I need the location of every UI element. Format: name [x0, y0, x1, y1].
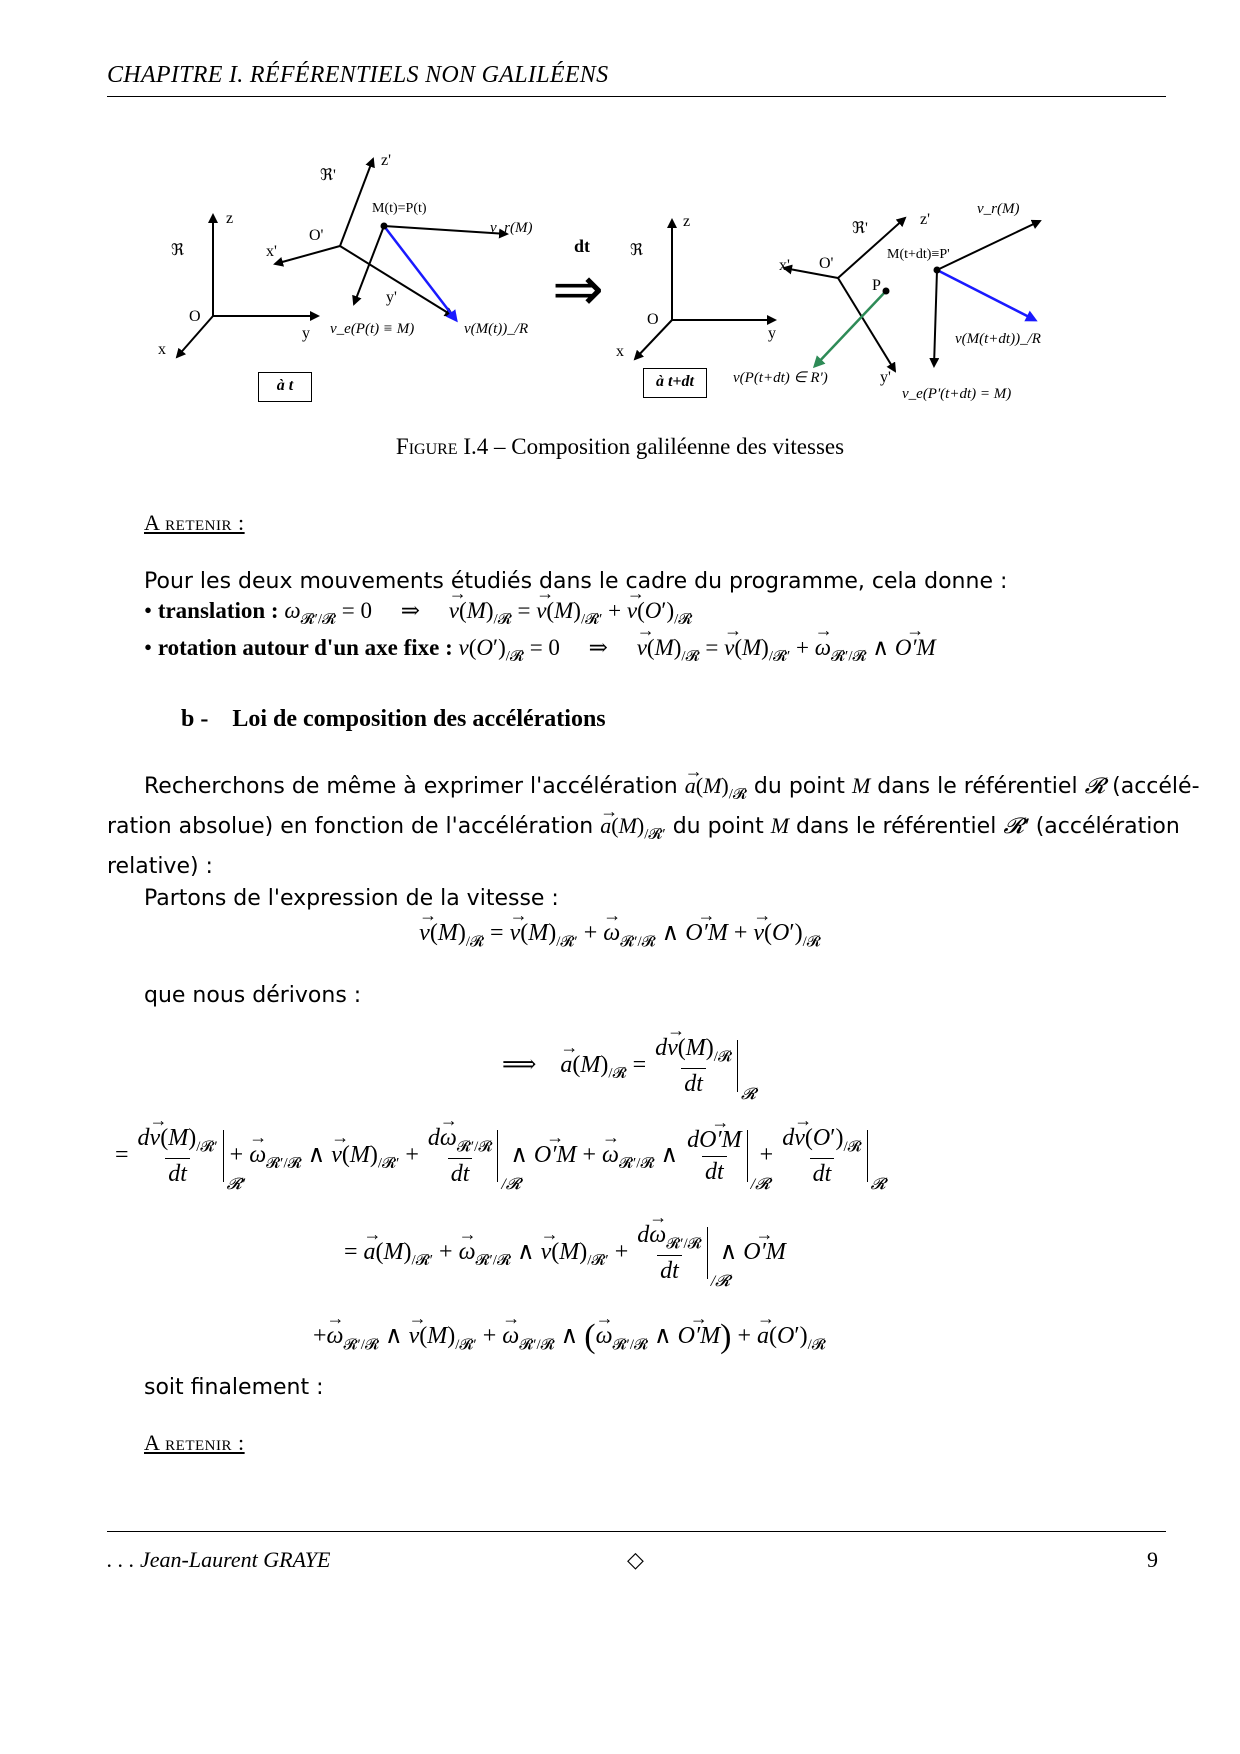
retenir-heading-1: A retenir :: [144, 510, 245, 535]
label-yp-left: y': [386, 289, 397, 306]
label-R-right: ℜ: [630, 242, 644, 259]
double-arrow: ⇒: [552, 252, 604, 325]
label-M-left: M(t)=P(t): [372, 201, 427, 216]
box-time-t: à t: [258, 372, 312, 402]
label-x-right: x: [616, 343, 624, 360]
ve-arrow-left: [354, 226, 384, 304]
page-number: 9: [1147, 1547, 1158, 1572]
label-O-right: O: [647, 311, 659, 328]
bullet-rotation: • rotation autour d'un axe fixe : $v(O')_{/𝓡} = 0$ ⇒ → $v(M)_{/𝓡}$ = → $v(M)_{/𝓡'}$ + → $\omega_{𝓡'/𝓡}$ ∧ → O′M: [144, 635, 936, 666]
section-heading: [181, 706, 606, 733]
label-zp-left: z': [381, 152, 391, 169]
label-x-left: x: [158, 341, 166, 358]
footer-rule: [107, 1531, 1166, 1532]
figure-caption: [0, 434, 1240, 460]
label-O-left: O: [189, 308, 201, 325]
retenir-heading-2: A retenir :: [144, 1430, 245, 1455]
v-arrow-right: [937, 270, 1035, 320]
equation-ligne-3: = → $a(M)_{/𝓡'}$ + → $\omega_{𝓡'/𝓡}$ ∧ → $v(M)_{/𝓡'}$ + $\frac{d\to \omega_{𝓡'/𝓡}}{dt}$ /𝓡 ∧ → O′M: [344, 1222, 786, 1285]
vr-arrow-right: [937, 221, 1040, 270]
vP-arrow-right: [815, 291, 886, 366]
footer-author: . . . Jean-Laurent GRAYE: [107, 1547, 331, 1572]
point-M-right: [934, 267, 941, 274]
intro-paragraph: Pour les deux mouvements étudiés dans le cadre du programme, cela donne :: [144, 569, 1008, 594]
ve-arrow-right: [934, 270, 937, 366]
label-Rp-right: ℜ': [852, 220, 868, 237]
bullet-translation: • translation : $\omega_{𝓡'/𝓡} = 0$ ⇒ → $v(M)_{/𝓡}$ = → $v(M)_{/𝓡'}$ + → $v(O')_{/𝓡}$: [144, 598, 692, 629]
running-header: CHAPITRE I. RÉFÉRENTIELS NON GALILÉENS: [107, 62, 609, 88]
paragraph-vitesse: Partons de l'expression de la vitesse :: [144, 885, 559, 911]
equation-vitesse: → $v(M)_{/𝓡}$ = → $v(M)_{/𝓡'}$ + → $\omega_{𝓡'/𝓡}$ ∧ → O′M + → $v(O')_{/𝓡}$: [0, 918, 1240, 951]
bullet-label: rotation autour d'un axe fixe :: [157, 635, 453, 660]
label-zp-right: z': [920, 211, 930, 228]
box-time-t-dt: à t+dt: [643, 368, 707, 398]
caption-text: – Composition galiléenne des vitesses: [488, 434, 845, 459]
label-z-right: z: [683, 213, 691, 230]
label-vr-left: v_r(M): [490, 220, 533, 236]
label-Op-left: O': [309, 227, 324, 244]
section-number: b -: [181, 706, 209, 732]
label-Rp-left: ℜ': [320, 167, 336, 184]
axis-zp-left: [340, 159, 373, 246]
paragraph-final: soit finalement :: [144, 1375, 324, 1400]
label-xp-left: x': [266, 243, 277, 260]
paragraph-derivation: que nous dérivons :: [144, 983, 362, 1008]
point-P-right: [883, 288, 890, 295]
label-y-left: y: [302, 325, 310, 342]
footer-diamond-icon: ◇: [627, 1547, 644, 1572]
label-ve-left: v_e(P(t) ≡ M): [330, 321, 415, 337]
label-yp-right: y': [880, 369, 891, 386]
label-ve-right: v_e(P'(t+dt) = M): [902, 386, 1012, 402]
label-v-left: v(M(t))_/R: [464, 321, 529, 337]
label-vr-right: v_r(M): [977, 201, 1020, 217]
vr-arrow-left: [384, 226, 507, 234]
section-title: Loi de composition des accélérations: [232, 706, 606, 732]
equation-ligne-4: +→ $\omega_{𝓡'/𝓡}$ ∧ → $v(M)_{/𝓡'}$ + → $\omega_{𝓡'/𝓡}$ ∧ (→ $\omega_{𝓡'/𝓡}$ ∧ → O′M) + → $a(O')_{/𝓡}$: [313, 1318, 826, 1356]
caption-label: Figure I.4: [395, 434, 489, 459]
label-z-left: z: [226, 210, 234, 227]
label-M-right: M(t+dt)≡P': [887, 247, 950, 262]
label-dt: dt: [574, 236, 591, 256]
axis-xp-left: [275, 246, 340, 264]
equation-derivee: ⟹ → $a(M)_{/𝓡}$ = $\frac{d\to v(M)_{/𝓡}}{dt}$ 𝓡: [0, 1035, 1240, 1098]
label-vP-right: v(P(t+dt) ∈ R'): [733, 370, 828, 386]
figure-diagram: [0, 0, 1240, 430]
label-R-left: ℜ: [171, 242, 185, 259]
point-M-left: [381, 223, 388, 230]
label-v-right: v(M(t+dt))_/R: [955, 331, 1041, 347]
equation-developpee: = $\frac{d\to v(M)_{/𝓡'}}{dt}$ 𝓡′ + → $\omega_{𝓡'/𝓡}$ ∧ → $v(M)_{/𝓡'}$ + $\frac{d\to \omega_{𝓡'/𝓡}}{dt}$ /𝓡 ∧ → O′M + → $\omega_{𝓡'/𝓡}$ ∧ $\frac{d\to O'M}{dt}$ /𝓡 + $\frac{d\to v(O')_{/𝓡}}{dt}$ 𝓡: [115, 1125, 868, 1188]
label-P-right: P: [872, 277, 881, 294]
label-y-right: y: [768, 325, 776, 342]
bullet-label: translation :: [157, 598, 279, 623]
label-Op-right: O': [819, 255, 834, 272]
label-xp-right: x': [779, 257, 790, 274]
paragraph-acceleration: Recherchons de même à exprimer l'accélération → $a(M)_{/𝓡}$ du point M dans le référentiel 𝓡 (accélé- ration absolue) en fonction de l'accélération → $a(M)_{/𝓡'}$ du point M dans le référentiel 𝓡′ (accélération relative) : Partons de l'expression de la vitesse :: [107, 770, 1166, 915]
